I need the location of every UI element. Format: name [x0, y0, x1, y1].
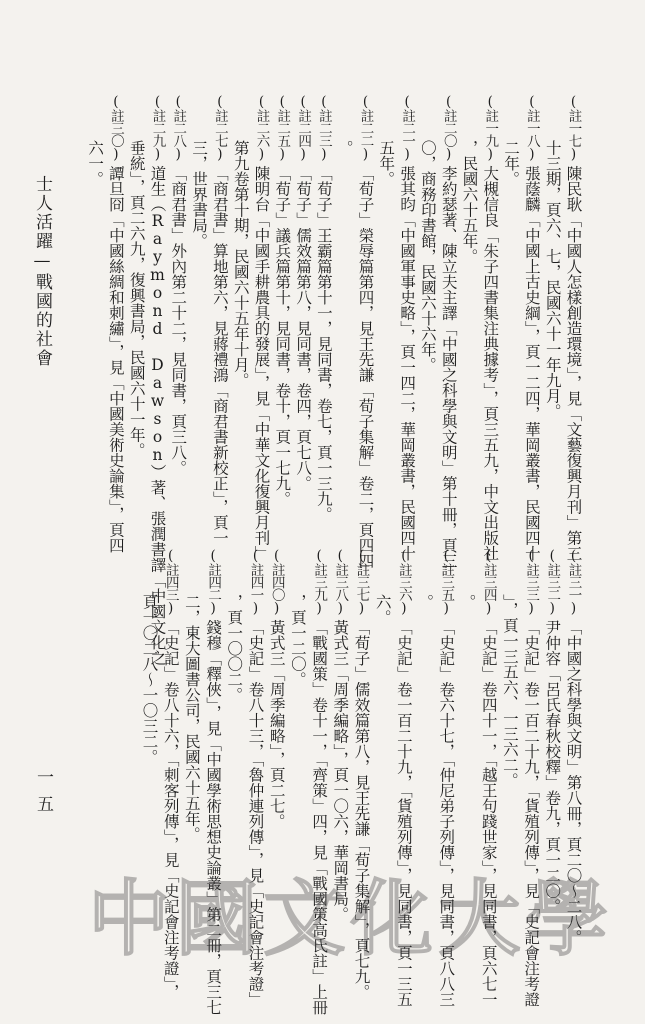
watermark-glyph: 中: [88, 872, 171, 967]
footnote-column: [399, 94, 415, 561]
footnote-marker: (註二四): [295, 94, 312, 162]
footnote-text: 「史記」卷一百二十九，「貨殖列傳」，見同書，頁一三五: [394, 619, 413, 1007]
footnote-marker: (註三八): [332, 548, 349, 616]
footnote-continuation: [87, 140, 103, 187]
footnote-text: 「荀子」王霸篇第十一，見同書，卷七，頁一三九。: [314, 165, 333, 522]
footnote-continuation: [183, 594, 199, 842]
footnote-marker: (註三二): [544, 548, 561, 616]
page-number: 一五: [33, 768, 53, 822]
footnote-marker: (註二三): [315, 94, 332, 162]
footnote-text: 道生（Raymond Dawson）著、張潤書譯「中國文化之: [148, 165, 167, 666]
footnote-text: 黃式三「周季編略」，頁二七。: [267, 619, 286, 829]
footnote-marker: (註二八): [170, 94, 187, 162]
footnote-text: 〇，商務印書館，民國六十六年。: [418, 140, 437, 373]
footnote-column: [295, 94, 311, 491]
footnote-continuation: [128, 140, 144, 458]
footnote-text: ，民國六十五年。: [460, 140, 479, 264]
footnote-continuation: [417, 594, 433, 610]
footnote-text: 「史記」卷六十七，「仲尼弟子列傳」，見同書，頁八八三: [437, 619, 456, 1007]
footnote-column: [170, 94, 186, 476]
footnote-marker: (註一八): [523, 94, 540, 162]
footnote-text: 「荀子」榮辱篇第四，見王先謙「荀子集解」卷二，頁四四: [356, 165, 375, 569]
footnote-continuation: [501, 594, 517, 788]
footnote-text: 「商君書」算地第六，見蔣禮鴻「商君書新校正」，頁一: [210, 165, 229, 546]
footnote-text: 垂統」，頁二六九，復興書局，民國六十一年。: [127, 140, 146, 458]
footnote-text: 二，東大圖書公司，民國六十五年。: [182, 594, 201, 842]
footnote-text: 「荀子」議兵篇第十，見同書，卷十，頁一七九。: [273, 165, 292, 507]
watermark: [88, 865, 608, 967]
footnote-text: 「荀子」儒效篇第八，見王先謙「荀子集解」，頁七九。: [352, 619, 371, 1000]
watermark-glyph: 大: [438, 872, 521, 967]
watermark-glyph: 國: [175, 872, 258, 967]
footnote-text: 張蔭麟「中國上古史綱」，頁一二四，華岡叢書，民國四十: [522, 165, 541, 561]
footnote-marker: (註二〇): [440, 94, 457, 162]
footnote-marker: (註四二): [205, 548, 222, 616]
footnote-continuation: [141, 594, 157, 765]
footnote-column: [268, 548, 284, 829]
footnote-text: 陳民耿「中國人怎樣創造環境」，見「文藝復興月刊」第三: [564, 165, 583, 561]
watermark-glyph: 文: [263, 872, 346, 967]
footnote-marker: (註三三): [523, 548, 540, 616]
footnote-marker: (註三〇): [107, 94, 124, 162]
footnote-text: 「史記」卷四十一，「越王句踐世家」，見同書，頁六七一: [479, 619, 498, 1007]
footnote-marker: (註三五): [438, 548, 455, 616]
watermark-glyph: 化: [350, 872, 433, 967]
footnote-text: 「荀子」儒效篇第八，見同書，卷四，頁七八。: [294, 165, 313, 491]
footnote-text: 」，頁一三五六、一三六二。: [500, 594, 519, 788]
footnote-continuation: [191, 140, 207, 249]
footnote-text: 。: [458, 594, 477, 610]
footnote-text: 六。: [373, 594, 392, 625]
footnote-column: [357, 94, 373, 569]
footnote-text: ，頁一二〇。: [288, 594, 307, 687]
footnote-text: 大槻信良「朱子四書集注典據考」，頁三五九，中文出版社: [481, 165, 500, 561]
footnote-column: [482, 94, 498, 561]
footnote-text: 錢穆「釋俠」，見「中國學術思想史論叢」第二冊，頁三七: [204, 619, 223, 1015]
footnote-column: [253, 94, 269, 561]
footnote-column: [107, 94, 123, 553]
footnote-text: 「史記」卷一百二十九，「貨殖列傳」，見「史記會注考證: [522, 619, 541, 1007]
footnote-text: 。: [416, 594, 435, 610]
footnote-text: 三，世界書局。: [190, 140, 209, 249]
footnote-continuation: [544, 140, 560, 419]
footnote-text: 「史記」卷八十六，「刺客列傳」，見「史記會注考證」，: [161, 619, 180, 1000]
footnote-column: [274, 94, 290, 507]
footnote-marker: (註二五): [274, 94, 291, 162]
footnote-continuation: [459, 594, 475, 610]
footnote-text: 二年。: [502, 140, 521, 187]
footnote-text: 「中國之科學與文明」第八冊，頁二〇〜二八。: [564, 619, 583, 945]
footnote-continuation: [226, 594, 242, 703]
footnote-text: 五年。: [377, 140, 396, 187]
footnote-text: 。: [335, 140, 354, 156]
footnote-marker: (註四三): [162, 548, 179, 616]
footnote-text: 陳明台「中國手耕農具的發展」，見「中華文化復興月刊」: [252, 165, 271, 561]
footnote-marker: (註三九): [311, 548, 328, 616]
footnote-text: 「戰國策」卷十一，「齊策」四，見「戰國策高氏註」上冊: [310, 619, 329, 1015]
footnote-text: ，頁一〇〇二。: [225, 594, 244, 703]
footnote-marker: (註三七): [353, 548, 370, 616]
footnote-marker: (註三四): [480, 548, 497, 616]
footnote-text: 尹仲容「呂氏春秋校釋」卷九，頁一二〇。: [543, 619, 562, 914]
footnote-text: 張其昀「中國軍事史略」，頁一四二，華岡叢書，民國四十: [398, 165, 417, 561]
watermark-glyph: 學: [525, 872, 608, 967]
footnote-column: [440, 94, 456, 569]
footnote-continuation: [374, 594, 390, 625]
footnote-marker: (註四〇): [268, 548, 285, 616]
footnote-marker: (註一七): [565, 94, 582, 162]
footnote-marker: (註二六): [253, 94, 270, 162]
footnote-column: [315, 94, 331, 522]
footnote-text: 第九卷第十期，民國六十五年十月。: [231, 140, 250, 388]
footnote-marker: (註三六): [395, 548, 412, 616]
footnote-column: [523, 94, 539, 561]
footnote-continuation: [503, 140, 519, 187]
footnote-column: [565, 94, 581, 561]
footnote-text: 「商君書」外內第二十二，見同書，頁三八。: [169, 165, 188, 476]
footnote-continuation: [378, 140, 394, 187]
footnote-marker: (註四一): [247, 548, 264, 616]
footnote-continuation: [461, 140, 477, 264]
footnote-marker: (註二二): [357, 94, 374, 162]
footnote-continuation: [419, 140, 435, 373]
footnote-marker: (註三一): [565, 548, 582, 616]
footnote-marker: (註二七): [211, 94, 228, 162]
footnote-continuation: [232, 140, 248, 388]
running-header: 士人活躍—戰國的社會: [32, 175, 52, 368]
footnote-text: 李約瑟著、陳立夫主譯「中國之科學與文明」第十冊，頁三: [439, 165, 458, 569]
footnote-text: 黃式三「周季編略」，頁一〇六，華岡書局。: [331, 619, 350, 922]
footnote-text: 頁一〇二八〜一〇三二。: [140, 594, 159, 765]
footnote-continuation: [336, 140, 352, 156]
footnote-marker: (註二一): [399, 94, 416, 162]
footnote-marker: (註二九): [149, 94, 166, 162]
footnote-text: 「史記」卷八十三，「魯仲連列傳」，見「史記會注考證」: [246, 619, 265, 1007]
footnote-text: 譚旦冏「中國絲綢和刺繡」，見「中國美術史論集」，頁四: [106, 165, 125, 553]
footnote-continuation: [289, 594, 305, 687]
footnote-marker: (註一九): [482, 94, 499, 162]
footnote-text: 十三期，頁六、七，民國六十一年九月。: [543, 140, 562, 419]
footnote-text: 六一。: [86, 140, 105, 187]
footnote-column: [211, 94, 227, 545]
